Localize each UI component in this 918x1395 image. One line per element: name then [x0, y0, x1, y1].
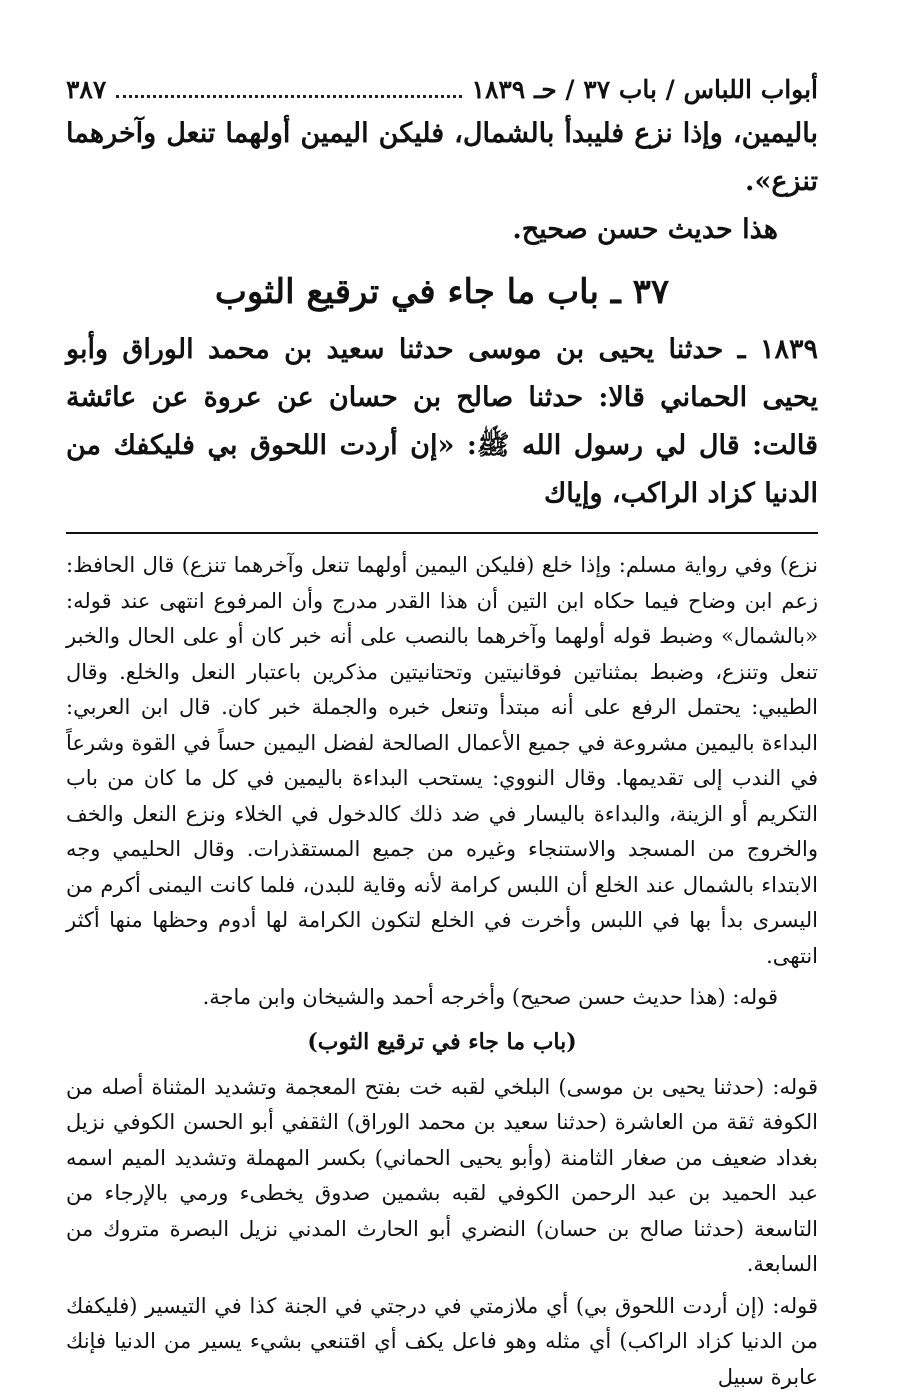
hadith-continuation — [66, 110, 818, 254]
hadith-continuation-text: باليمين، وإذا نزع فليبدأ بالشمال، فليكن اليمين أولهما تنعل وآخرهما تنزع». — [66, 110, 818, 206]
hadith-grade: هذا حديث حسن صحيح. — [66, 206, 818, 254]
commentary-paragraph: نزع) وفي رواية مسلم: وإذا خلع (فليكن اليمين أولهما تنعل وآخرهما تنزع) قال الحافظ: زعم ابن وضاح فيما حكاه ابن التين أن هذا القدر مدرج وأن المرفوع انتهى عند قوله: «بالشمال» وضبط قوله أولهما وآخرهما بالنصب على أنه خبر كان أو على الحال والخبر تنعل وتنزع، وضبط بمثناتين فوقانيتين وتحتانيتين مذكرين باعتبار النعل والخلع. وقال الطيبي: يحتمل الرفع على أنه مبتدأ وتنعل خبره والجملة خبر كان. قال ابن العربي: البداءة باليمين مشروعة في جميع الأعمال الصالحة لفضل اليمين حساً في القوة وشرعاً في الندب إلى تقديمها. وقال النووي: يستحب البداءة باليمين في كل ما كان من باب التكريم أو الزينة، والبداءة باليسار في ضد ذلك كالدخول في الخلاء ونزع النعل والخف والخروج من المسجد والاستنجاء وغيره من جميع المستقذرات. وقال الحليمي وجه الابتداء بالشمال عند الخلع أن اللبس كرامة لأنه وقاية للبدن، فلما كانت اليمنى أكرم من اليسرى بدأ بها في اللبس وأخرت في الخلع لتكون الكرامة لها أدوم وحظها منها أكثر انتهى. — [66, 548, 818, 974]
chapter-title: ٣٧ ـ باب ما جاء في ترقيع الثوب — [66, 260, 818, 324]
hadith-1839-text: ١٨٣٩ ـ حدثنا يحيى بن موسى حدثنا سعيد بن محمد الوراق وأبو يحيى الحماني قالا: حدثنا صالح بن حسان عن عروة عن عائشة قالت: قال لي رسول الله ﷺ: «إن أردت اللحوق بي فليكفك من الدنيا كزاد الراكب، وإياك — [66, 326, 818, 518]
commentary-paragraph: قوله: (حدثنا يحيى بن موسى) البلخي لقبه خت بفتح المعجمة وتشديد المثناة أصله من الكوفة ثقة من العاشرة (حدثنا سعيد بن محمد الوراق) الثقفي أبو الحسن الكوفي نزيل بغداد ضعيف من صغار الثامنة (وأبو يحيى الحماني) بكسر المهملة وتشديد الميم اسمه عبد الحميد بن عبد الرحمن الكوفي لقبه بشمين صدوق يخطىء ورمي بالإرجاء من التاسعة (حدثنا صالح بن حسان) النضري أبو الحارث المدني نزيل البصرة متروك من السابعة. — [66, 1070, 818, 1283]
commentary-sub-heading: (باب ما جاء في ترقيع الثوب) — [66, 1018, 818, 1066]
page-number: ٣٨٧ — [66, 70, 106, 110]
hadith-1839 — [66, 326, 818, 518]
footnote-divider — [66, 532, 818, 534]
commentary-paragraph: قوله: (إن أردت اللحوق بي) أي ملازمتي في درجتي في الجنة كذا في التيسير (فليكفك من الدنيا كزاد الراكب) أي مثله وهو فاعل يكف أي اقتنعي بشيء يسير من الدنيا فإنك عابرة سبيل — [66, 1289, 818, 1395]
commentary-paragraph: قوله: (هذا حديث حسن صحيح) وأخرجه أحمد والشيخان وابن ماجة. — [66, 980, 818, 1016]
leader-dots — [116, 73, 461, 98]
running-head — [66, 70, 818, 110]
commentary — [66, 548, 818, 1395]
running-head-title: أبواب اللباس / باب ٣٧ / حـ ١٨٣٩ — [472, 70, 818, 110]
